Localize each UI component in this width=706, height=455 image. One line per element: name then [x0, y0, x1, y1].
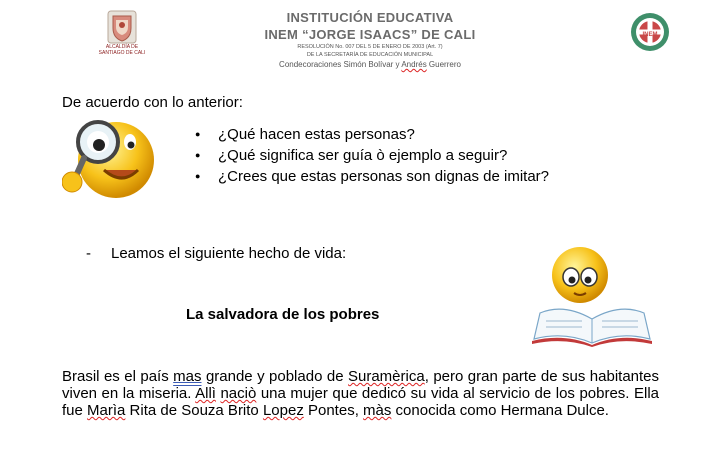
institution-header: [200, 9, 540, 70]
decorations-line: [200, 59, 540, 70]
decorations-text-b: Andrés: [401, 60, 427, 69]
dash-marker: -: [86, 245, 91, 262]
story-seg-flagged: Allì: [195, 385, 216, 402]
story-seg: grande y poblado de: [201, 368, 348, 385]
story-seg-flagged: Suramèrica: [348, 368, 425, 385]
question-item: ● ¿Qué significa ser guía ò ejemplo a seguir?: [195, 145, 549, 166]
decorations-text-c: Guerrero: [426, 60, 461, 69]
story-seg-flagged: naciò: [220, 385, 257, 402]
inem-logo: [630, 12, 670, 52]
story-seg: Rita de Souza Brito: [125, 402, 263, 419]
story-seg: , pero gran parte de sus habitantes viven en la miseria.: [62, 368, 660, 402]
decorations-text-a: Condecoraciones Simón Bolívar y: [279, 60, 402, 69]
question-item: ● ¿Crees que estas personas son dignas de imitar?: [195, 166, 549, 187]
question-list: [195, 124, 549, 187]
resolution-line: RESOLUCIÓN No. 007 DEL 5 DE ENERO DE 2003 (Art. 7): [297, 44, 443, 50]
intro-text: De acuerdo con lo anterior:: [62, 94, 243, 111]
city-hall-caption-1: ALCALDÍA DE: [105, 44, 139, 50]
story-seg: Pontes,: [303, 402, 364, 419]
inem-seal-text: INEM: [642, 32, 658, 38]
story-seg-flagged: Lopez: [262, 402, 304, 419]
story-seg-flagged: mas: [173, 368, 202, 385]
city-hall-caption-2: SANTIAGO DE CALI: [98, 50, 146, 56]
story-seg: conocida como Hermana Dulce.: [391, 402, 609, 419]
institution-name-2: INEM “JORGE ISAACS” DE CALI: [264, 27, 476, 42]
city-hall-logo: [98, 10, 146, 70]
reading-prompt-text: Leamos el siguiente hecho de vida:: [111, 245, 347, 262]
city-shield-icon: [105, 10, 139, 44]
institution-name: INSTITUCIÓN EDUCATIVA: [286, 10, 454, 25]
secretariat-line: DE LA SECRETARÍA DE EDUCACIÓN MUNICIPAL: [306, 52, 434, 58]
story-seg-flagged: màs: [363, 402, 392, 419]
reading-prompt: [86, 245, 346, 262]
story-seg: una mujer que dedicó su vida al servicio de los pobres. Ella fue: [62, 385, 659, 419]
inem-seal-icon: [630, 12, 670, 52]
magnifier-emoji-image: [62, 116, 158, 204]
question-item: ● ¿Qué hacen estas personas?: [195, 124, 549, 145]
story-title: La salvadora de los pobres: [186, 306, 380, 323]
story-paragraph: [62, 368, 659, 419]
story-seg-flagged: Marìa: [87, 402, 126, 419]
story-seg: Brasil es el país: [62, 368, 174, 385]
reading-emoji-image: [530, 247, 660, 347]
